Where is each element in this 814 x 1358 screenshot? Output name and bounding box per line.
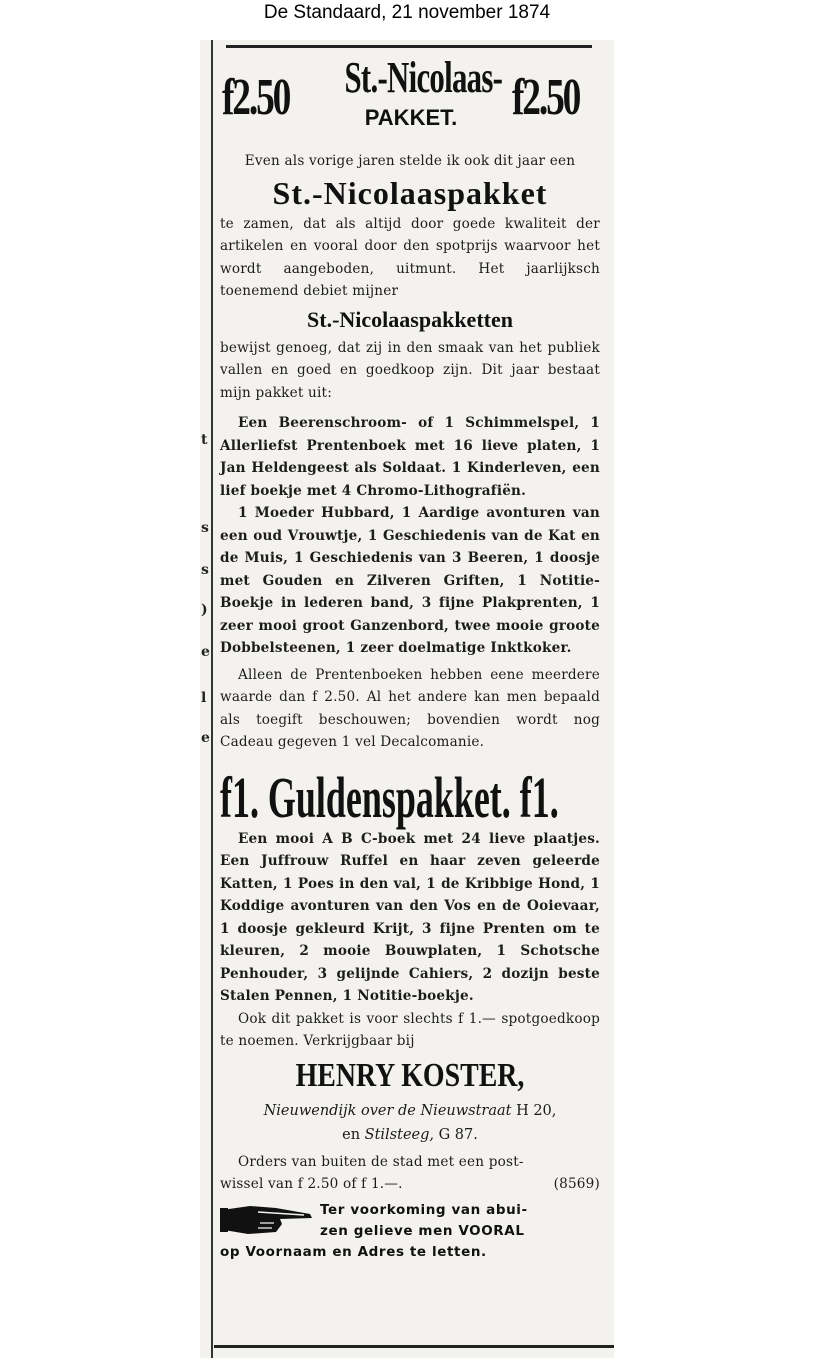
address-2 [220, 1123, 600, 1147]
margin-letter: s [201, 520, 209, 536]
note-2: Ook dit pakket is voor slechts f 1.— spotgoedkoop te noemen. Verkrijgbaar bij [220, 1010, 600, 1049]
bottom-rule [214, 1345, 614, 1348]
package-contents-3: Een mooi A B C-boek met 24 lieve plaatjes. Een Juffrouw Ruffel en haar zeven geleerde Katten, 1 Poes in den val, 1 de Kribbige Hond, 1 Koddige avonturen van den Vos en de Ooievaar, 1 doosje gekleurd Krijt, 3 fijne Prenten om te kleuren, 2 mooie Bouwplaten, 1 Schotsche Penhouder, 3 gelijnde Cahiers, 2 dozijn beste Stalen Pennen, 1 Notitie-boekje. [220, 830, 600, 1004]
price-left: f2.50 [222, 69, 290, 126]
ad-subtitle: PAKKET. [364, 105, 458, 130]
paragraph-2: bewijst genoeg, dat zij in den smaak van het publiek vallen en goed en goedkoop zijn. Dit jaar bestaat mijn pakket uit: [220, 339, 600, 401]
page-caption: De Standaard, 21 november 1874 [263, 2, 551, 23]
notice-text [220, 1200, 528, 1263]
title-block [316, 54, 506, 130]
ad-number: (8569) [553, 1176, 600, 1192]
headline [220, 54, 600, 144]
package-contents-2: 1 Moeder Hubbard, 1 Aardige avonturen van een oud Vrouwtje, 1 Geschiedenis van de Kat en de Muis, 1 Geschiedenis van 3 Beeren, 1 doosje met Gouden en Zilveren Griften, 1 Notitie-Boekje in lederen band, 3 fijne Plakprenten, 1 zeer mooi groot Ganzenbord, twee mooie groote Dobbelsteenen, 1 zeer doelmatige Inktkoker. [220, 505, 600, 656]
margin-letter: e [201, 730, 210, 746]
package-contents-1: Een Beerenschroom- of 1 Schimmelspel, 1 Allerliefst Prentenboek met 16 lieve platen, 1 Jan Heldengeest als Soldaat. 1 Kinderleven, een lief boekje met 4 Chromo-Lithografiën. [220, 415, 600, 499]
merchant-name: HENRY KOSTER, [295, 1056, 525, 1094]
advertisement [220, 54, 600, 1263]
notice [220, 1200, 600, 1263]
intro-line: Even als vorige jaren stelde ik ook dit jaar een [244, 153, 576, 169]
gulden-heading: f1. Guldenspakket. f1. [220, 764, 559, 830]
orders-line-1: Orders van buiten de stad met een post- [238, 1153, 524, 1170]
address-2-number: G 87. [438, 1126, 478, 1143]
top-rule [226, 45, 592, 48]
product-heading-plural: St.-Nicolaaspakketten [307, 306, 513, 332]
margin-letter: t [201, 432, 208, 448]
paragraph-1: te zamen, dat als altijd door goede kwaliteit der artikelen en vooral door den spotprijs waarvoor het wordt aangeboden, uitmunt. Het jaarlijksch toenemend debiet mijner [220, 215, 600, 299]
orders-line-2-row [220, 1173, 600, 1196]
notice-line-1: Ter voorkoming van abui- [320, 1201, 528, 1218]
note-1: Alleen de Prentenboeken hebben eene meerdere waarde dan f 2.50. Al het andere kan men bepaald als toegift beschouwen; bovendien wordt nog Cadeau gegeven 1 vel Decalcomanie. [220, 666, 600, 750]
ad-title: St.-Nicolaas- [344, 53, 503, 102]
orders-line-2: wissel van f 2.50 of f 1.—. [220, 1176, 403, 1192]
notice-line-2: zen gelieve men VOORAL [320, 1222, 525, 1239]
address-2-street: Stilsteeg, [364, 1126, 434, 1143]
margin-letter: s [201, 562, 209, 578]
address-1-number: H 20, [516, 1102, 557, 1119]
price-right: f2.50 [512, 69, 580, 126]
address-1 [220, 1099, 600, 1123]
column-divider [211, 40, 213, 1358]
margin-letter: l [201, 690, 207, 706]
newspaper-clipping [200, 40, 614, 1358]
address-2-prefix: en [342, 1126, 361, 1143]
margin-letter: ) [201, 602, 208, 618]
address-1-street: Nieuwendijk over de Nieuwstraat [263, 1102, 512, 1119]
margin-letter: e [201, 644, 210, 660]
pointing-hand-icon [220, 1202, 314, 1236]
notice-line-3: op Voornaam en Adres te letten. [220, 1243, 487, 1260]
product-heading: St.-Nicolaaspakket [272, 174, 548, 211]
